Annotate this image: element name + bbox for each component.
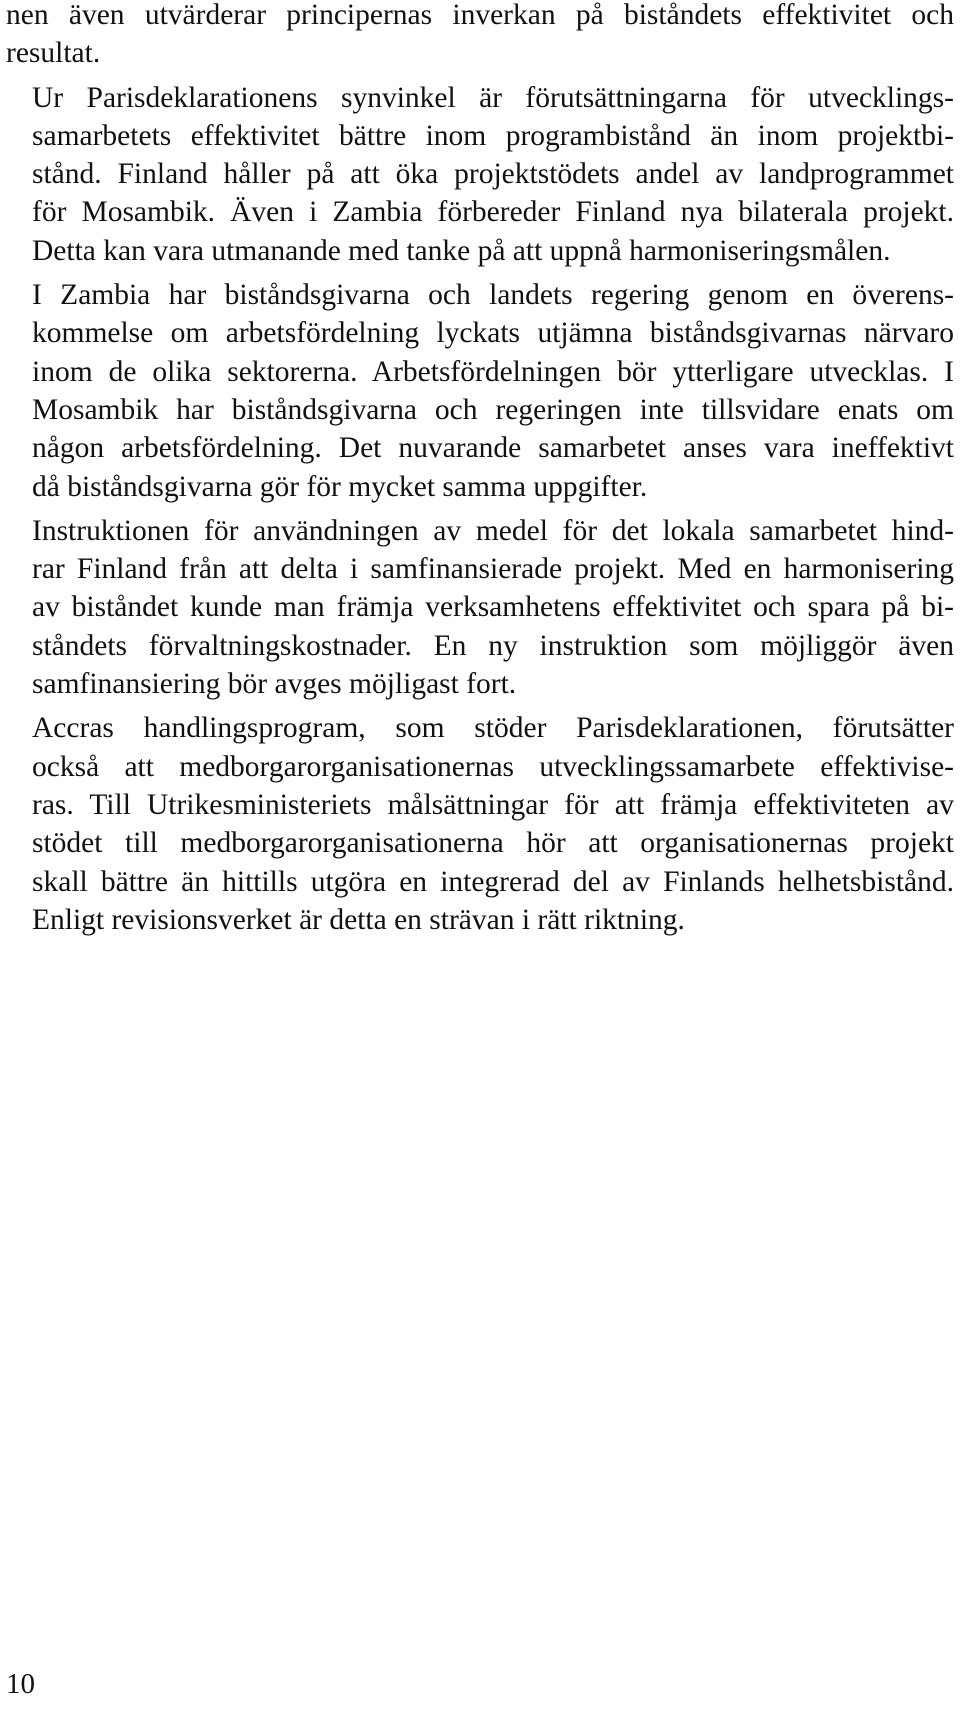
text-line: stödet till medborgarorganisationerna hör att organisationernas projekt [32, 827, 954, 860]
text-line: Detta kan vara utmanande med tanke på att uppnå harmoniseringsmålen. [32, 234, 891, 267]
text-line: någon arbetsfördelning. Det nuvarande samarbetet anses vara ineffektivt [32, 432, 954, 465]
paragraph-2 [6, 79, 954, 270]
text-line: Mosambik har biståndsgivarna och regeringen inte tillsvidare enats om [32, 393, 954, 426]
text-line: för Mosambik. Även i Zambia förbereder Finland nya bilaterala projekt. [32, 196, 954, 229]
text-line: då biståndsgivarna gör för mycket samma uppgifter. [32, 470, 648, 503]
paragraph-1 [6, 0, 954, 73]
text-line: Enligt revisionsverket är detta en strävan i rätt riktning. [32, 903, 685, 936]
text-line: samarbetets effektivitet bättre inom programbistånd än inom projektbi- [32, 119, 954, 152]
body-text [6, 0, 954, 939]
text-line: stånd. Finland håller på att öka projektstödets andel av landprogrammet [32, 158, 954, 191]
document-page [6, 0, 954, 1725]
text-line: skall bättre än hittills utgöra en integrerad del av Finlands helhetsbistånd. [32, 865, 954, 898]
paragraph-3 [6, 276, 954, 506]
text-line: nen även utvärderar principernas inverkan på biståndets effektivitet och [6, 0, 954, 31]
text-line: samfinansiering bör avges möjligast fort. [32, 668, 517, 701]
text-line: Ur Parisdeklarationens synvinkel är förutsättningarna för utvecklings- [32, 81, 954, 114]
text-line: Accras handlingsprogram, som stöder Parisdeklarationen, förutsätter [32, 712, 954, 745]
page-number: 10 [6, 1668, 35, 1700]
text-line: I Zambia har biståndsgivarna och landets regering genom en överens- [32, 279, 954, 312]
text-line: inom de olika sektorerna. Arbetsfördelningen bör ytterligare utvecklas. I [32, 355, 954, 388]
text-line: ståndets förvaltningskostnader. En ny instruktion som möjliggör även [32, 629, 954, 662]
text-line: Instruktionen för användningen av medel för det lokala samarbetet hind- [32, 514, 954, 547]
text-line: resultat. [6, 37, 101, 70]
paragraph-5 [6, 709, 954, 939]
text-line: också att medborgarorganisationernas utvecklingssamarbete effektivise- [32, 750, 954, 783]
text-line: rar Finland från att delta i samfinansierade projekt. Med en harmonisering [32, 553, 954, 586]
paragraph-4 [6, 512, 954, 703]
text-line: ras. Till Utrikesministeriets målsättningar för att främja effektiviteten av [32, 788, 954, 821]
text-line: kommelse om arbetsfördelning lyckats utjämna biståndsgivarnas närvaro [32, 317, 954, 350]
text-line: av biståndet kunde man främja verksamhetens effektivitet och spara på bi- [32, 591, 954, 624]
